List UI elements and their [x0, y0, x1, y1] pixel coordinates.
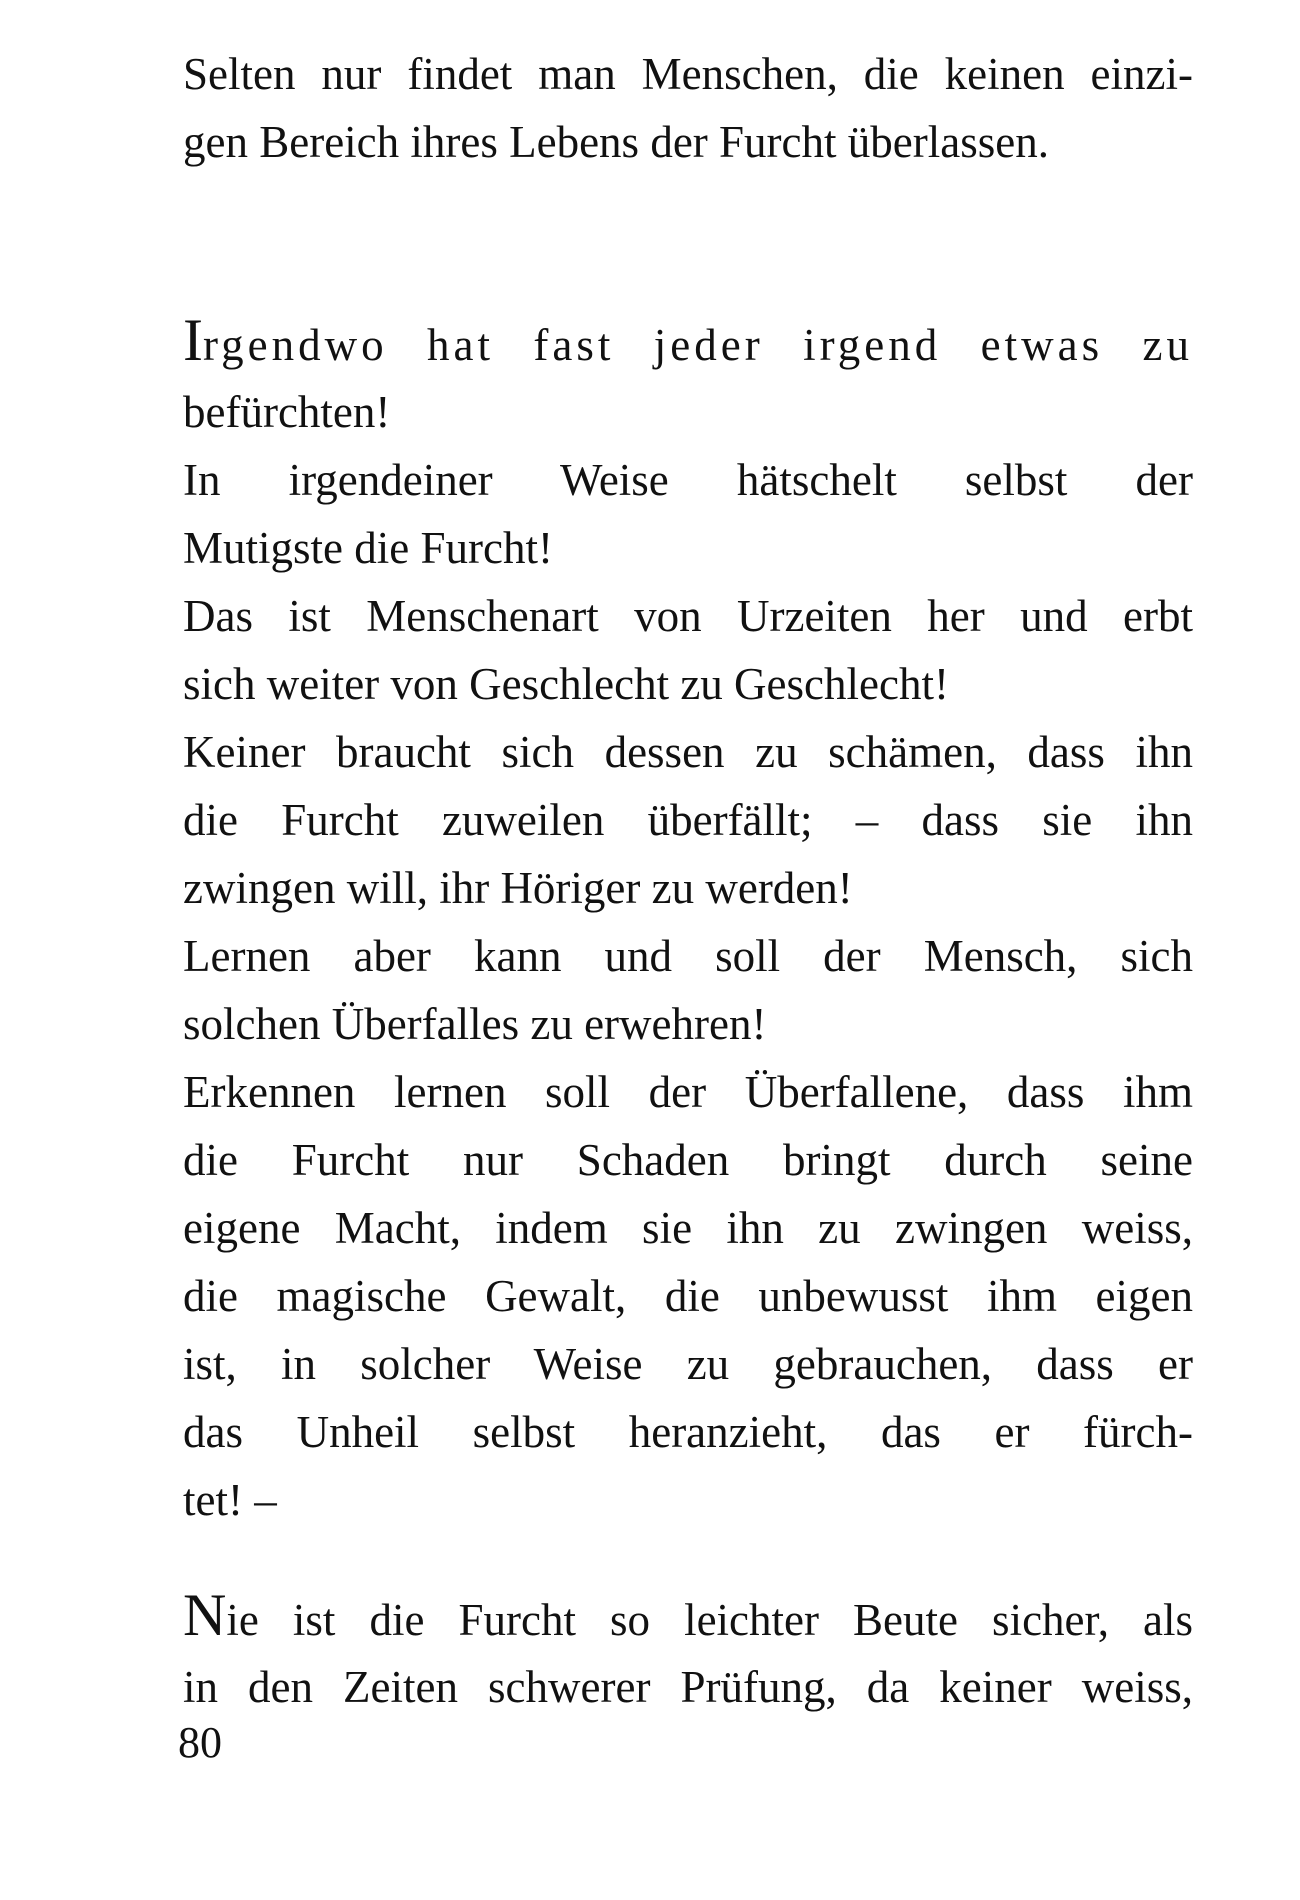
paragraph-3 — [183, 1582, 1193, 1721]
text-line: Keiner braucht sich dessen zu schämen, dass ihn — [183, 727, 1193, 777]
dropcap: I — [183, 307, 203, 373]
text-line: gen Bereich ihres Lebens der Furcht überlassen. — [183, 117, 1049, 167]
text-line: sich weiter von Geschlecht zu Geschlecht! — [183, 659, 949, 709]
text-line: die Furcht nur Schaden bringt durch seine — [183, 1135, 1193, 1185]
text-line: Erkennen lernen soll der Überfallene, dass ihm — [183, 1067, 1193, 1117]
dropcap: N — [183, 1582, 227, 1648]
text-line: das Unheil selbst heranzieht, das er fürch- — [183, 1407, 1193, 1457]
paragraph-1 — [183, 40, 1193, 176]
text-line: zwingen will, ihr Höriger zu werden! — [183, 863, 853, 913]
text-line: befürchten! — [183, 387, 391, 437]
first-text-line — [183, 307, 1193, 378]
text-line: in den Zeiten schwerer Prüfung, da keiner weiss, — [183, 1662, 1193, 1712]
text-line: eigene Macht, indem sie ihn zu zwingen weiss, — [183, 1203, 1193, 1253]
text-line: ist, in solcher Weise zu gebrauchen, dass er — [183, 1339, 1193, 1389]
text-line: In irgendeiner Weise hätschelt selbst der — [183, 455, 1193, 505]
first-line-rest: rgendwo hat fast jeder irgend etwas zu — [202, 320, 1193, 370]
first-text-line — [183, 1582, 1193, 1653]
text-line: Mutigste die Furcht! — [183, 523, 553, 573]
text-line: solchen Überfalles zu erwehren! — [183, 999, 767, 1049]
text-line: Selten nur findet man Menschen, die keinen einzi- — [183, 49, 1193, 99]
text-line: Lernen aber kann und soll der Mensch, sich — [183, 931, 1193, 981]
page-number: 80 — [178, 1718, 222, 1767]
text-line: die magische Gewalt, die unbewusst ihm eigen — [183, 1271, 1193, 1321]
first-line-rest: ie ist die Furcht so leichter Beute sicher, als — [226, 1595, 1193, 1645]
text-line: tet! – — [183, 1475, 277, 1525]
paragraph-2 — [183, 307, 1193, 1534]
text-line: Das ist Menschenart von Urzeiten her und erbt — [183, 591, 1193, 641]
text-line: die Furcht zuweilen überfällt; – dass sie ihn — [183, 795, 1193, 845]
